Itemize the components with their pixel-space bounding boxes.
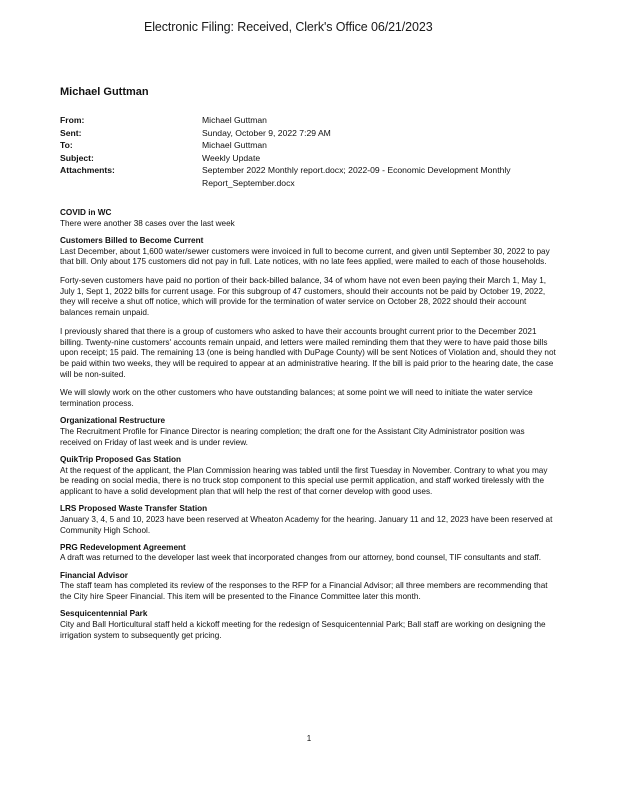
section-paragraph: A draft was returned to the developer last week that incorporated changes from our attorney, bond counsel, TIF consultants and staff.: [60, 553, 542, 563]
section-paragraph: January 3, 4, 5 and 10, 2023 have been reserved at Wheaton Academy for the hearing. January 11 and 12, 2023 have been reserved at Community High School.: [60, 514, 553, 535]
header-row-sent: [60, 127, 560, 140]
section-heading: LRS Proposed Waste Transfer Station: [60, 504, 208, 514]
section-sesquicentennial-park: [60, 609, 556, 641]
section-financial-advisor: [60, 571, 556, 603]
header-label: Attachments:: [60, 165, 115, 175]
author-name: Michael Guttman: [60, 86, 149, 98]
section-paragraph: The Recruitment Profile for Finance Director is nearing completion; the draft one for the Assistant City Administrator position was received on Friday of last week and is under review.: [60, 426, 525, 447]
header-row-from: [60, 114, 560, 127]
attachment-links[interactable]: September 2022 Monthly report.docx; 2022-09 - Economic Development Monthly Report_September.docx: [202, 165, 511, 188]
header-label: From:: [60, 115, 85, 125]
header-label: To:: [60, 140, 73, 150]
section-heading: QuikTrip Proposed Gas Station: [60, 454, 182, 464]
section-quiktrip: [60, 455, 556, 498]
section-paragraph: We will slowly work on the other customers who have outstanding balances; at some point we will need to initiate the water service termination process.: [60, 388, 533, 409]
email-body: [60, 208, 556, 648]
section-heading: PRG Redevelopment Agreement: [60, 542, 186, 552]
header-label: Sent:: [60, 127, 82, 138]
section-heading: Financial Advisor: [60, 570, 128, 580]
section-paragraph: At the request of the applicant, the Plan Commission hearing was tabled until the first Tuesday in November. Contrary to what you may be reading on social media, there is no truck stop component to this special use permit application, and staff worked tirelessly with the applicant to have a solid development plan that will help the rest of that corner develop with good uses.: [60, 465, 548, 496]
header-label: Subject:: [60, 152, 94, 163]
header-value: Weekly Update: [202, 152, 261, 163]
header-row-subject: [60, 152, 560, 165]
section-prg-agreement: [60, 543, 556, 564]
section-lrs-transfer: [60, 504, 556, 536]
header-row-to: [60, 139, 560, 152]
section-heading: COVID in WC: [60, 208, 112, 217]
section-heading: Sesquicentennial Park: [60, 609, 148, 619]
header-value: Michael Guttman: [202, 115, 267, 125]
email-header: [60, 114, 560, 189]
section-heading: Customers Billed to Become Current: [60, 235, 204, 245]
section-covid: [60, 208, 556, 229]
section-paragraph: City and Ball Horticultural staff held a kickoff meeting for the redesign of Sesquicentennial Park; Ball staff are working on designing the irrigation system to subsequently get pricing.: [60, 620, 546, 640]
section-paragraph: Last December, about 1,600 water/sewer customers were invoiced in full to become current, and given until September 30, 2022 to pay that bill. Only about 175 customers did not pay in full. Late notices, with no late fees applied, were mailed to each of those households.: [60, 246, 550, 267]
section-paragraph: The staff team has completed its review of the responses to the RFP for a Financial Advisor; all three members are recommending that the City hire Speer Financial. This item will be presented to the Finance Committee later this month.: [60, 581, 548, 602]
header-row-attachments: [60, 164, 560, 189]
page-number: 1: [306, 734, 312, 743]
header-value: Sunday, October 9, 2022 7:29 AM: [202, 127, 331, 138]
section-paragraph: I previously shared that there is a group of customers who asked to have their accounts brought current prior to the December 2021 billing. Twenty-nine customers' accounts remain unpaid, and letters were mailed reminding them that they were to have paid those bills upon receipt; 15 paid. The remaining 13 (one is being handled with DuPage County) will be sent Notices of Violation and, should they not be paid within two weeks, they will be required to appear at an administrative hearing. If the bill is paid prior to the hearing date, the case will be non-suited.: [60, 326, 556, 379]
section-customers-billed: [60, 236, 556, 410]
section-paragraph: Forty-seven customers have paid no portion of their back-billed balance, 34 of whom have not even been paying their March 1, May 1, July 1, Sept 1, 2022 bills for current usage. For this subgroup of 47 customers, should their accounts not be paid by October 19, 2022, they will receive a shut off notice, which will provide for the termination of water service on October 28, 2022 should their account balances remain unpaid.: [60, 276, 547, 318]
section-heading: Organizational Restructure: [60, 416, 166, 426]
filing-stamp: Electronic Filing: Received, Clerk's Office 06/21/2023: [144, 20, 433, 34]
section-org-restructure: [60, 416, 556, 448]
section-paragraph: There were another 38 cases over the last week: [60, 218, 235, 228]
header-value: Michael Guttman: [202, 140, 267, 150]
